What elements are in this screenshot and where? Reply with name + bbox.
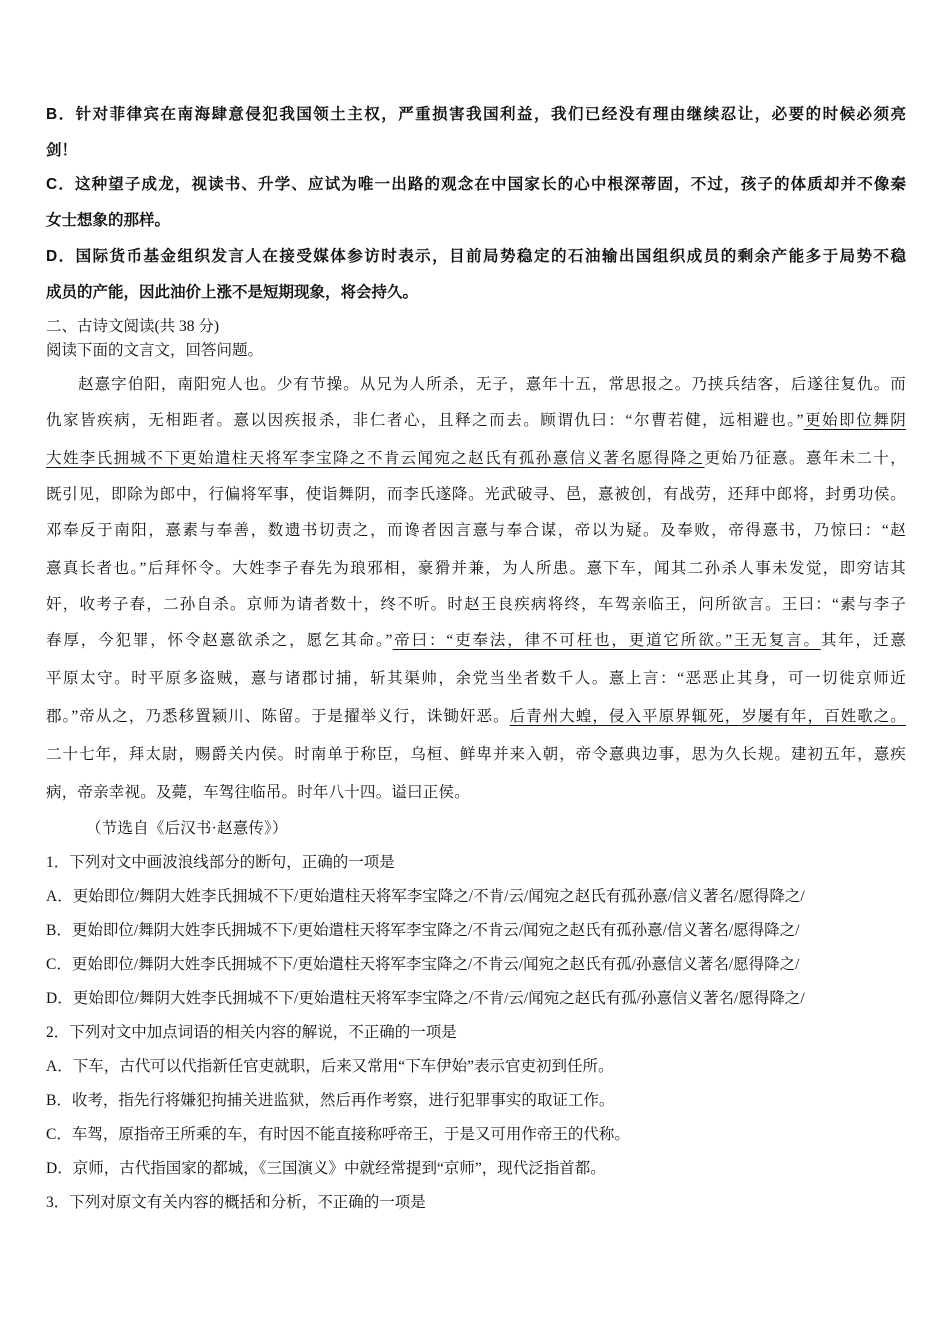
q1-option-b[interactable]: B．更始即位/舞阴大姓李氏拥城不下/更始遣柱天将军李宝降之/不肯云/闻宛之赵氏有孤孙憙/信义著名/愿得降之/ [46, 922, 800, 939]
passage-line-8: 春厚，今犯罪，怀令赵憙欲杀之，愿乞其命。”帝曰：“吏奉法，律不可枉也，更道它所欲。”王无复言。其年，迁憙 [46, 632, 906, 649]
passage-line-11: 二十七年，拜太尉，赐爵关内侯。时南单于称臣，乌桓、鲜卑并来入朝，帝令憙典边事，思为久长规。建初五年，憙疾 [46, 746, 906, 763]
q1-option-a[interactable]: A．更始即位/舞阴大姓李氏拥城不下/更始遣柱天将军李宝降之/不肯/云/闻宛之赵氏有孤孙憙/信义著名/愿得降之/ [46, 888, 805, 905]
q2-option-b[interactable]: B．收考，指先行将嫌犯拘捕关进监狱，然后再作考察，进行犯罪事实的取证工作。 [46, 1092, 615, 1109]
passage-line-9: 平原太守。时平原多盗贼，憙与诸郡讨捕，斩其渠帅，余党当坐者数千人。憙上言：“恶恶止其身，可一切徙京师近 [46, 670, 906, 687]
underlined-sentence-1: 帝曰：“吏奉法，律不可枉也，更道它所欲。”王无复言。 [392, 632, 821, 649]
section-instruction: 阅读下面的文言文，回答问题。 [46, 342, 264, 359]
option-d-line2: 成员的产能，因此油价上涨不是短期现象，将会持久。 [46, 284, 419, 301]
passage-line-6: 憙真长者也。”后拜怀令。大姓李子春先为琅邪相，豪猾并兼，为人所患。憙下车，闻其二孙杀人事未发觉，即穷诘其 [46, 560, 906, 577]
option-d-line1: D．国际货币基金组织发言人在接受媒体参访时表示，目前局势稳定的石油输出国组织成员的剩余产能多于局势不稳 [46, 248, 906, 265]
wavy-underline-segment-2: 大姓李氏拥城不下更始遣柱天将军李宝降之不肯云闻宛之赵氏有孤孙憙信义著名愿得降之 [46, 450, 705, 467]
passage-line-12: 病，帝亲幸视。及薨，车驾往临吊。时年八十四。谥曰正侯。 [46, 784, 470, 801]
passage-line-2: 仇家皆疾病，无相距者。憙以因疾报杀，非仁者心，且释之而去。顾谓仇曰：“尔曹若健，远相避也。”更始即位舞阴 [46, 412, 907, 429]
option-c-line2: 女士想象的那样。 [46, 212, 171, 229]
section-title: 二、古诗文阅读(共 38 分) [46, 318, 220, 335]
passage-line-3: 大姓李氏拥城不下更始遣柱天将军李宝降之不肯云闻宛之赵氏有孤孙憙信义著名愿得降之更始乃征憙。憙年未二十， [46, 450, 906, 467]
q3-stem: 3．下列对原文有关内容的概括和分析，不正确的一项是 [46, 1194, 426, 1211]
option-b-line1: B．针对菲律宾在南海肆意侵犯我国领土主权，严重损害我国利益，我们已经没有理由继续忍让，必要的时候必须亮 [46, 106, 906, 123]
q2-option-d[interactable]: D．京师，古代指国家的都城，《三国演义》中就经常提到“京师”，现代泛指首都。 [46, 1160, 606, 1177]
passage-line-1: 赵憙字伯阳，南阳宛人也。少有节操。从兄为人所杀，无子，憙年十五，常思报之。乃挟兵结客，后遂往复仇。而 [78, 376, 906, 393]
q2-stem: 2．下列对文中加点词语的相关内容的解说，不正确的一项是 [46, 1024, 457, 1041]
q2-option-c[interactable]: C．车驾，原指帝王所乘的车，有时因不能直接称呼帝王，于是又可用作帝王的代称。 [46, 1126, 630, 1143]
passage-line-10: 郡。”帝从之，乃悉移置颍川、陈留。于是擢举义行，诛锄奸恶。后青州大蝗，侵入平原界辄死，岁屡有年，百姓歌之。 [46, 708, 906, 725]
passage-line-5: 邓奉反于南阳，憙素与奉善，数遗书切责之，而谗者因言憙与奉合谋，帝以为疑。及奉败，帝得憙书，乃惊曰：“赵 [46, 522, 906, 539]
option-c-line1: C．这种望子成龙，视读书、升学、应试为唯一出路的观念在中国家长的心中根深蒂固，不过，孩子的体质却并不像秦 [46, 176, 906, 193]
wavy-underline-segment: 更始即位舞阴 [803, 412, 907, 429]
passage-line-4: 既引见，即除为郎中，行偏将军事，使诣舞阴，而李氏遂降。光武破寻、邑，憙被创，有战劳，还拜中郎将，封勇功侯。 [46, 486, 906, 503]
option-b-line2: 剑！ [46, 142, 78, 159]
q1-stem: 1．下列对文中画波浪线部分的断句，正确的一项是 [46, 854, 395, 871]
q2-option-a[interactable]: A．下车，古代可以代指新任官吏就职，后来又常用“下车伊始”表示官吏初到任所。 [46, 1058, 614, 1075]
q1-option-c[interactable]: C．更始即位/舞阴大姓李氏拥城不下/更始遣柱天将军李宝降之/不肯云/闻宛之赵氏有孤/孙憙信义著名/愿得降之/ [46, 956, 800, 973]
passage-line-7: 奸，收考子春，二孙自杀。京师为请者数十，终不听。时赵王良疾病将终，车驾亲临王，问所欲言。王曰：“素与李子 [46, 596, 906, 613]
underlined-sentence-2: 后青州大蝗，侵入平原界辄死，岁屡有年，百姓歌之。 [509, 708, 906, 725]
q1-option-d[interactable]: D．更始即位/舞阴大姓李氏拥城不下/更始遣柱天将军李宝降之/不肯/云/闻宛之赵氏有孤/孙憙信义著名/愿得降之/ [46, 990, 805, 1007]
passage-source: （节选自《后汉书·赵憙传》） [86, 820, 288, 837]
